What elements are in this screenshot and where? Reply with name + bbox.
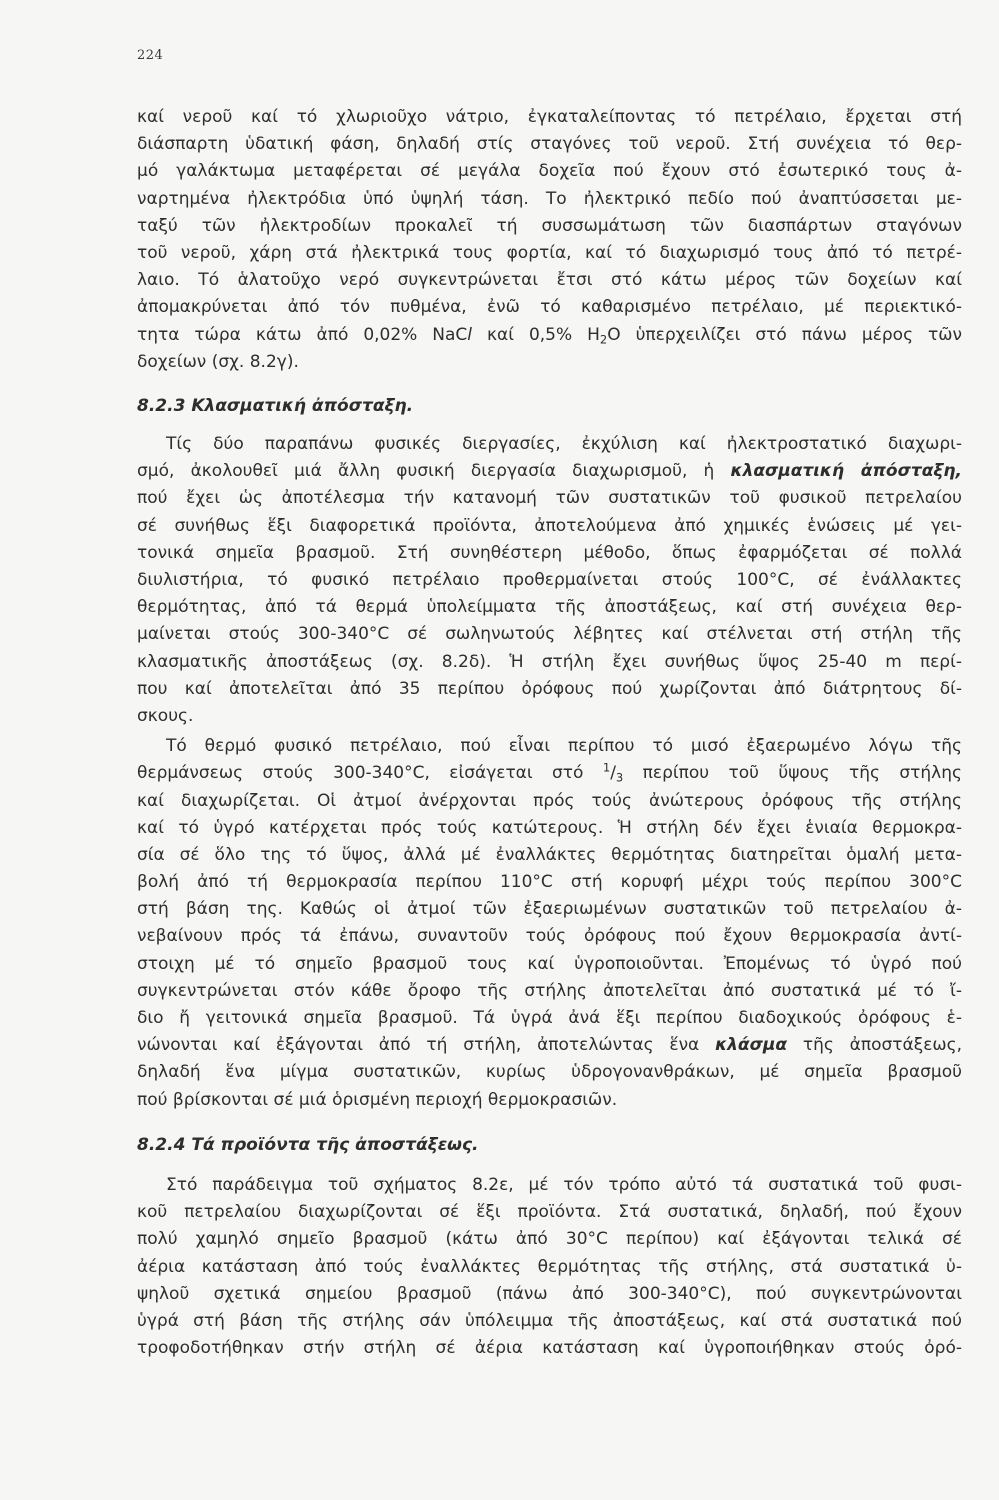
superscript: 1	[602, 760, 611, 775]
text-segment: /	[610, 763, 616, 784]
text-segment: στή βάση της. Καθώς οἱ ἀτμοί τῶν ἐξαεριωμένων συστατικῶν τοῦ πετρελαίου ἀ-	[137, 899, 962, 920]
text-segment: ὑγρά στή βάση τῆς στήλης σάν ὑπόλειμμα τῆς ἀποστάξεως, καί στά συστατικά πού	[137, 1310, 962, 1331]
subscript: 2	[599, 331, 608, 346]
text-line	[137, 842, 962, 869]
text-segment: σμό, ἀκολουθεῖ μιά ἄλλη φυσική διεργασία διαχωρισμοῦ, ἡ	[137, 461, 731, 482]
text-segment: λαιο. Τό ἁλατοῦχο νερό συγκεντρώνεται ἔτσι στό κάτω μέρος τῶν δοχείων καί	[137, 270, 962, 291]
text-segment: μαίνεται στούς 300-340°C σέ σωληνωτούς λέβητες καί στέλνεται στή στήλη τῆς	[137, 624, 962, 645]
text-line	[137, 186, 962, 213]
text-line	[137, 733, 962, 760]
text-line	[137, 322, 962, 349]
text-line	[137, 1226, 962, 1253]
text-segment: διο ἤ γειτονικά σημεῖα βρασμοῦ. Τά ὑγρά ἀνά ἕξι περίπου διαδοχικούς ὀρόφους ἑ-	[137, 1008, 962, 1028]
text-segment: Τίς δύο παραπάνω φυσικές διεργασίες, ἐκχύλιση καί ἠλεκτροστατικό διαχωρι-	[166, 434, 962, 455]
text-segment: δοχείων (σχ. 8.2γ).	[137, 351, 299, 372]
text-line	[137, 158, 962, 185]
text-segment: τητα τώρα κάτω ἀπό 0,02% NaC	[137, 324, 468, 345]
text-line	[137, 131, 962, 158]
text-line	[137, 703, 962, 730]
text-line	[137, 513, 962, 540]
text-segment: βολή ἀπό τή θερμοκρασία περίπου 110°C στή κορυφή μέχρι τούς περίπου 300°C	[137, 872, 962, 893]
text-line	[137, 923, 962, 950]
text-line	[137, 1254, 962, 1281]
text-line	[137, 294, 962, 321]
text-segment: νώνονται καί ἐξάγονται ἀπό τή στήλη, ἀποτελώντας ἕνα	[137, 1035, 716, 1056]
text-segment: O ὑπερχειλίζει στό πάνω μέρος τῶν	[607, 324, 962, 345]
text-segment: που καί ἀποτελεῖται ἀπό 35 περίπου ὀρόφους πού χωρίζονται ἀπό διάτρητους δί-	[137, 678, 962, 699]
text-segment: περίπου τοῦ ὕψους τῆς στήλης	[623, 763, 962, 784]
text-line	[137, 267, 962, 294]
text-line	[137, 567, 962, 594]
paragraph	[137, 733, 962, 1114]
section-heading: 8.2.4 Τά προϊόντα τῆς ἀποστάξεως.	[137, 1134, 479, 1155]
text-line	[137, 1199, 962, 1226]
text-line	[137, 788, 962, 815]
text-line	[137, 1059, 962, 1086]
page-body-text	[137, 104, 962, 1362]
text-line	[137, 978, 962, 1005]
text-segment: διάσπαρτη ὑδατική φάση, δηλαδή στίς σταγόνες τοῦ νεροῦ. Στή συνέχεια τό θερ-	[137, 134, 962, 155]
text-line	[137, 349, 962, 376]
text-line	[137, 1032, 962, 1059]
text-segment: τροφοδοτήθηκαν στήν στήλη σέ ἀέρια κατάσταση καί ὑγροποιήθηκαν στούς ὀρό-	[137, 1338, 962, 1359]
text-line	[137, 760, 962, 787]
section-heading: 8.2.3 Κλασματική ἀπόσταξη.	[137, 395, 414, 416]
subscript: 3	[615, 770, 624, 785]
text-segment: τῆς ἀποστάξεως,	[787, 1035, 963, 1056]
text-segment: ψηλοῦ σχετικά σημείου βρασμοῦ (πάνω ἀπό 300-340°C), πού συγκεντρώνονται	[137, 1283, 962, 1304]
text-segment: ἀπομακρύνεται ἀπό τόν πυθμένα, ἐνῶ τό καθαρισμένο πετρέλαιο, μέ περιεκτικό-	[137, 297, 962, 318]
text-line	[137, 594, 962, 621]
text-segment: συγκεντρώνεται στόν κάθε ὄροφο τῆς στήλης ἀποτελεῖται ἀπό συστατικά μέ τό ἴ-	[137, 980, 962, 1001]
text-line	[137, 649, 962, 676]
text-line	[137, 1308, 962, 1335]
text-segment: σία σέ ὅλο της τό ὕψος, ἀλλά μέ ἐναλλάκτες θερμότητας διατηρεῖται ὁμαλή μετα-	[137, 844, 962, 865]
text-line	[137, 815, 962, 842]
text-segment: θερμότητας, ἀπό τά θερμά ὑπολείμματα τῆς ἀποστάξεως, καί στή συνέχεια θερ-	[137, 597, 962, 618]
text-line	[137, 1335, 962, 1362]
bold-italic-term: κλασματική ἀπόσταξη,	[730, 461, 962, 482]
text-line	[137, 621, 962, 648]
text-segment: Τό θερμό φυσικό πετρέλαιο, πού εἶναι περίπου τό μισό ἐξαερωμένο λόγω τῆς	[166, 736, 962, 757]
text-segment: ἀέρια κατάσταση ἀπό τούς ἐναλλάκτες θερμότητας τῆς στήλης, στά συστατικά ὑ-	[137, 1256, 962, 1277]
paragraph	[137, 431, 962, 730]
text-line	[137, 213, 962, 240]
text-line	[137, 1281, 962, 1308]
paragraph	[137, 104, 962, 376]
text-segment: τοῦ νεροῦ, χάρη στά ἠλεκτρικά τους φορτία, καί τό διαχωρισμό τους ἀπό τό πετρέ-	[137, 242, 962, 263]
text-segment: νεβαίνουν πρός τά ἐπάνω, συναντοῦν τούς ὀρόφους πού ἔχουν θερμοκρασία ἀντί-	[137, 926, 962, 947]
text-segment: Στό παράδειγμα τοῦ σχήματος 8.2ε, μέ τόν τρόπο αὐτό τά συστατικά τοῦ φυσι-	[166, 1174, 962, 1195]
text-line	[137, 869, 962, 896]
text-segment: διυλιστήρια, τό φυσικό πετρέλαιο προθερμαίνεται στούς 100°C, σέ ἐνάλλακτες	[137, 570, 962, 590]
text-segment: σέ συνήθως ἕξι διαφορετικά προϊόντα, ἀποτελούμενα ἀπό χημικές ἑνώσεις μέ γει-	[137, 515, 962, 536]
text-segment: καί νεροῦ καί τό χλωριοῦχο νάτριο, ἐγκαταλείποντας τό πετρέλαιο, ἔρχεται στή	[137, 107, 962, 127]
text-line	[137, 458, 962, 485]
text-segment: τονικά σημεῖα βρασμοῦ. Στή συνηθέστερη μέθοδο, ὅπως ἐφαρμόζεται σέ πολλά	[137, 542, 962, 563]
text-segment: καί τό ὑγρό κατέρχεται πρός τούς κατώτερους. Ἡ στήλη δέν ἔχει ἑνιαία θερμοκρα-	[137, 817, 962, 838]
text-line	[137, 951, 962, 978]
text-line	[137, 431, 962, 458]
text-segment: ναρτημένα ἠλεκτρόδια ὑπό ὑψηλή τάση. Το ἠλεκτρικό πεδίο πού ἀναπτύσσεται με-	[137, 188, 962, 209]
text-line	[137, 240, 962, 267]
text-line	[137, 676, 962, 703]
text-segment: μό γαλάκτωμα μεταφέρεται σέ μεγάλα δοχεῖα πού ἔχουν στό ἐσωτερικό τους ἀ-	[137, 161, 962, 182]
text-segment: σκους.	[137, 705, 194, 726]
text-line	[137, 1087, 962, 1114]
text-segment: δηλαδή ἕνα μίγμα συστατικῶν, κυρίως ὑδρογονανθράκων, μέ σημεῖα βρασμοῦ	[137, 1062, 962, 1083]
text-segment: στοιχη μέ τό σημεῖο βρασμοῦ τους καί ὑγροποιοῦνται. Ἐπομένως τό ὑγρό πού	[137, 953, 962, 974]
text-line	[137, 896, 962, 923]
bold-italic-term: κλάσμα	[715, 1035, 788, 1056]
text-segment: κοῦ πετρελαίου διαχωρίζονται σέ ἕξι προϊόντα. Στά συστατικά, δηλαδή, πού ἔχουν	[137, 1202, 962, 1223]
paragraph	[137, 1172, 962, 1362]
text-segment: καί διαχωρίζεται. Οἱ ἀτμοί ἀνέρχονται πρός τούς ἀνώτερους ὀρόφους τῆς στήλης	[137, 790, 962, 811]
text-line	[137, 1172, 962, 1199]
text-line	[137, 1005, 962, 1032]
text-segment: ταξύ τῶν ἠλεκτροδίων προκαλεῖ τή συσσωμάτωση τῶν διασπάρτων σταγόνων	[137, 215, 962, 236]
text-line	[137, 104, 962, 131]
page-number: 224	[137, 48, 164, 63]
text-segment: κλασματικῆς ἀποστάξεως (σχ. 8.2δ). Ἡ στήλη ἔχει συνήθως ὕψος 25-40 m περί-	[137, 651, 962, 672]
text-line	[137, 540, 962, 567]
text-segment: θερμάνσεως στούς 300-340°C, εἰσάγεται στό	[137, 763, 603, 784]
italic-letter: l	[467, 324, 473, 345]
text-segment: πού ἔχει ὡς ἀποτέλεσμα τήν κατανομή τῶν συστατικῶν τοῦ φυσικοῦ πετρελαίου	[137, 488, 962, 509]
text-segment: πολύ χαμηλό σημεῖο βρασμοῦ (κάτω ἀπό 30°C περίπου) καί ἐξάγονται τελικά σέ	[137, 1229, 962, 1250]
text-segment: πού βρίσκονται σέ μιά ὁρισμένη περιοχή θερμοκρασιῶν.	[137, 1089, 618, 1110]
text-segment: καί 0,5% H	[472, 324, 600, 345]
text-line	[137, 485, 962, 512]
